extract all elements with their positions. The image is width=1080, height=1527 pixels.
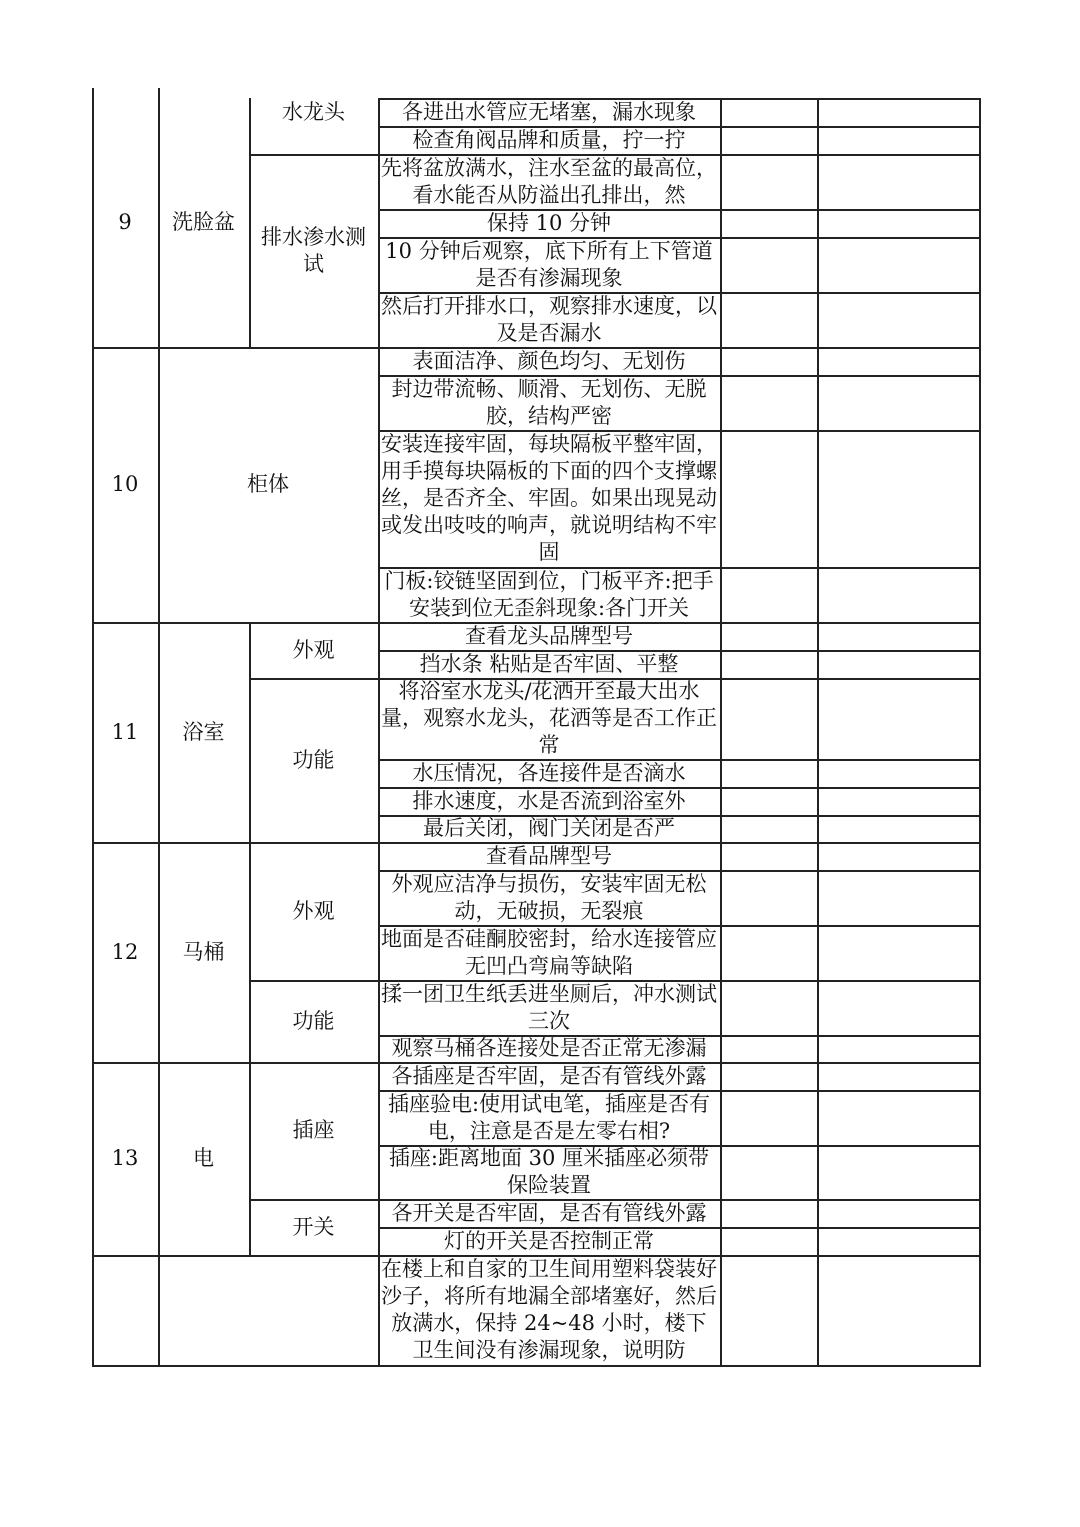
result-cell[interactable]	[720, 925, 817, 980]
result-cell[interactable]	[720, 292, 817, 347]
check-standard: 将浴室水龙头/花洒开至最大出水量，观察水龙头，花洒等是否工作正常	[381, 679, 717, 757]
check-category: 排水渗水测试	[261, 224, 366, 276]
result-cell[interactable]	[720, 870, 817, 925]
inspection-item: 浴室	[182, 719, 225, 744]
remark-cell[interactable]	[817, 375, 979, 430]
remark-cell[interactable]	[817, 787, 979, 815]
remark-cell[interactable]	[817, 678, 979, 759]
result-cell[interactable]	[720, 787, 817, 815]
result-cell[interactable]	[720, 567, 817, 622]
result-cell[interactable]	[720, 1145, 817, 1199]
check-standard: 封边带流畅、顺滑、无划伤、无脱胶，结构严密	[391, 376, 707, 428]
check-standard: 挡水条 粘贴是否牢固、平整	[419, 651, 679, 676]
result-cell[interactable]	[720, 1090, 817, 1145]
remark-cell[interactable]	[817, 925, 979, 980]
remark-cell[interactable]	[817, 1227, 979, 1255]
check-standard: 各开关是否牢固，是否有管线外露	[391, 1200, 707, 1225]
check-standard: 表面洁净、颜色均匀、无划伤	[412, 348, 686, 373]
check-standard: 各插座是否牢固，是否有管线外露	[391, 1063, 707, 1088]
check-category: 开关	[292, 1214, 335, 1239]
result-cell[interactable]	[720, 842, 817, 870]
result-cell[interactable]	[720, 1255, 817, 1365]
remark-cell[interactable]	[817, 650, 979, 678]
remark-cell[interactable]	[817, 842, 979, 870]
remark-cell[interactable]	[817, 347, 979, 375]
remark-cell[interactable]	[817, 1199, 979, 1227]
check-standard: 查看龙头品牌型号	[465, 623, 633, 648]
row-number: 11	[111, 719, 139, 744]
remark-cell[interactable]	[817, 430, 979, 567]
check-standard: 安装连接牢固，每块隔板平整牢固，用手摸每块隔板的下面的四个支撑螺丝，是否齐全、牢固。如果出现晃动或发出吱吱的响声，就说明结构不牢固	[381, 432, 717, 564]
result-cell[interactable]	[720, 622, 817, 650]
remark-cell[interactable]	[817, 870, 979, 925]
check-category: 插座	[292, 1118, 335, 1142]
check-category: 水龙头	[282, 99, 345, 124]
check-category: 外观	[292, 637, 335, 662]
result-cell[interactable]	[720, 375, 817, 430]
row-number: 12	[111, 939, 139, 964]
result-cell[interactable]	[720, 1227, 817, 1255]
remark-cell[interactable]	[817, 622, 979, 650]
remark-cell[interactable]	[817, 126, 979, 154]
check-standard: 门板:铰链坚固到位，门板平齐:把手安装到位无歪斜现象:各门开关	[384, 568, 714, 620]
remark-cell[interactable]	[817, 1255, 979, 1365]
check-standard: 检查角阀品牌和质量，拧一拧	[412, 127, 686, 152]
remark-cell[interactable]	[817, 237, 979, 292]
remark-cell[interactable]	[817, 815, 979, 842]
grid-line-vertical	[979, 98, 981, 1365]
row-number: 9	[118, 210, 132, 234]
result-cell[interactable]	[720, 347, 817, 375]
result-cell[interactable]	[720, 759, 817, 787]
result-cell[interactable]	[720, 1199, 817, 1227]
check-standard: 排水速度，水是否流到浴室外	[412, 788, 686, 813]
check-standard: 在楼上和自家的卫生间用塑料袋装好沙子，将所有地漏全部堵塞好，然后放满水，保持 24~48 小时，楼下卫生间没有渗漏现象，说明防	[381, 1257, 717, 1362]
result-cell[interactable]	[720, 209, 817, 237]
remark-cell[interactable]	[817, 1062, 979, 1090]
row-number	[92, 1255, 158, 1365]
inspection-item: 电	[193, 1146, 214, 1170]
check-standard: 灯的开关是否控制正常	[444, 1228, 654, 1253]
check-standard: 10 分钟后观察，底下所有上下管道是否有渗漏现象	[385, 238, 713, 290]
check-standard: 外观应洁净与损伤，安装牢固无松动，无破损，无裂痕	[391, 871, 707, 923]
remark-cell[interactable]	[817, 292, 979, 347]
check-standard: 最后关闭，阀门关闭是否严	[423, 816, 675, 840]
inspection-item	[158, 1255, 378, 1365]
remark-cell[interactable]	[817, 98, 979, 126]
check-standard: 保持 10 分钟	[486, 210, 612, 235]
result-cell[interactable]	[720, 980, 817, 1035]
check-standard: 先将盆放满水，注水至盆的最高位，看水能否从防溢出孔排出，然	[381, 155, 717, 207]
check-standard: 揉一团卫生纸丢进坐厕后，冲水测试三次	[381, 981, 717, 1033]
grid-line-horizontal	[378, 1365, 981, 1367]
result-cell[interactable]	[720, 154, 817, 209]
remark-cell[interactable]	[817, 567, 979, 622]
remark-cell[interactable]	[817, 980, 979, 1035]
remark-cell[interactable]	[817, 759, 979, 787]
result-cell[interactable]	[720, 1062, 817, 1090]
check-standard: 插座:距离地面 30 厘米插座必须带保险装置	[388, 1146, 710, 1197]
row-number: 13	[111, 1146, 139, 1170]
check-category: 功能	[292, 1008, 335, 1033]
result-cell[interactable]	[720, 650, 817, 678]
remark-cell[interactable]	[817, 209, 979, 237]
result-cell[interactable]	[720, 815, 817, 842]
check-standard: 观察马桶各连接处是否正常无渗漏	[391, 1036, 707, 1060]
result-cell[interactable]	[720, 1035, 817, 1062]
remark-cell[interactable]	[817, 1145, 979, 1199]
check-category: 外观	[292, 898, 335, 923]
check-category: 功能	[292, 747, 335, 772]
remark-cell[interactable]	[817, 154, 979, 209]
check-standard: 查看品牌型号	[486, 843, 612, 868]
inspection-item: 柜体	[247, 472, 289, 496]
check-standard: 然后打开排水口，观察排水速度，以及是否漏水	[381, 293, 717, 345]
inspection-item: 洗脸盆	[172, 210, 235, 234]
result-cell[interactable]	[720, 98, 817, 126]
check-standard: 地面是否硅酮胶密封，给水连接管应无凹凸弯扁等缺陷	[381, 926, 717, 978]
result-cell[interactable]	[720, 126, 817, 154]
inspection-item: 马桶	[182, 939, 225, 964]
check-standard: 插座验电:使用试电笔，插座是否有电，注意是否是左零右相?	[387, 1091, 711, 1143]
remark-cell[interactable]	[817, 1035, 979, 1062]
check-standard: 各进出水管应无堵塞，漏水现象	[402, 99, 696, 124]
check-standard: 水压情况，各连接件是否滴水	[412, 760, 686, 785]
row-number: 10	[111, 472, 139, 496]
result-cell[interactable]	[720, 237, 817, 292]
result-cell[interactable]	[720, 430, 817, 567]
result-cell[interactable]	[720, 678, 817, 759]
remark-cell[interactable]	[817, 1090, 979, 1145]
